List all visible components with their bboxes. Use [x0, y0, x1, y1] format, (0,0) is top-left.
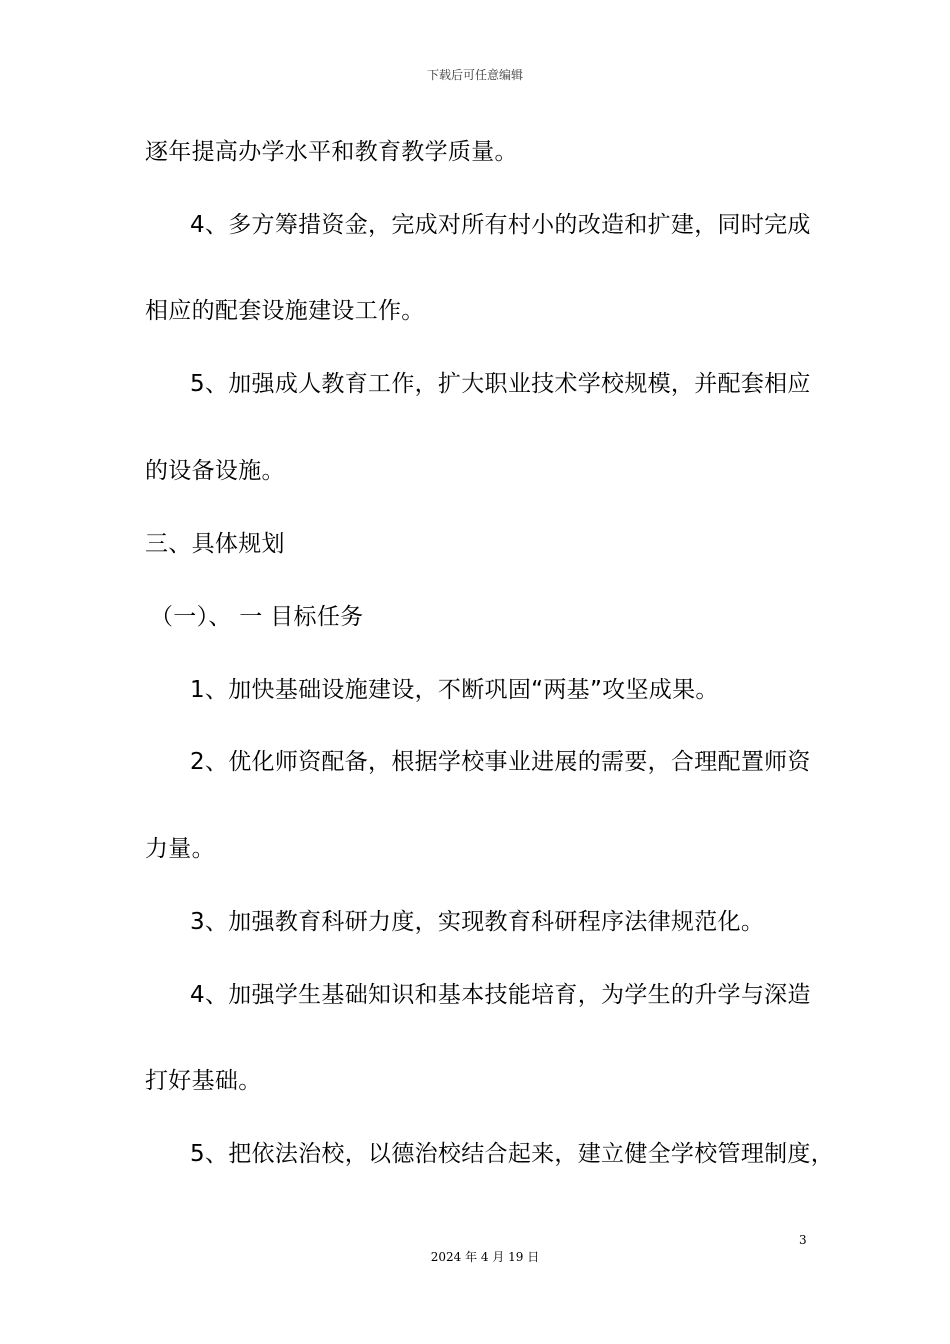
page-footer-date: 2024 年 4 月 19 日 — [430, 1250, 540, 1264]
paragraph-line: 打好基础。 — [145, 1068, 262, 1094]
paragraph-line: 的设备设施。 — [145, 458, 285, 484]
paragraph-line: 逐年提高办学水平和教育教学质量。 — [145, 139, 518, 165]
section-heading: 三、具体规划 — [145, 531, 285, 557]
list-item-line: 1、加快基础设施建设，不断巩固“两基”攻坚成果。 — [190, 677, 719, 703]
page-number: 3 — [799, 1233, 807, 1247]
list-item-line: 2、优化师资配备，根据学校事业进展的需要，合理配置师资 — [190, 749, 811, 775]
subsection-heading: （一）、 一 目标任务 — [150, 604, 364, 630]
paragraph-line: 力量。 — [145, 836, 215, 862]
list-item-line: 3、加强教育科研力度，实现教育科研程序法律规范化。 — [190, 909, 765, 935]
list-item-line: 4、多方筹措资金，完成对所有村小的改造和扩建，同时完成 — [190, 212, 811, 238]
paragraph-line: 相应的配套设施建设工作。 — [145, 298, 425, 324]
list-item-line: 4、加强学生基础知识和基本技能培育，为学生的升学与深造 — [190, 982, 811, 1008]
page-header: 下载后可任意编辑 — [426, 68, 523, 82]
list-item-line: 5、把依法治校，以德治校结合起来，建立健全学校管理制度， — [190, 1141, 835, 1167]
list-item-line: 5、加强成人教育工作，扩大职业技术学校规模，并配套相应 — [190, 371, 811, 397]
